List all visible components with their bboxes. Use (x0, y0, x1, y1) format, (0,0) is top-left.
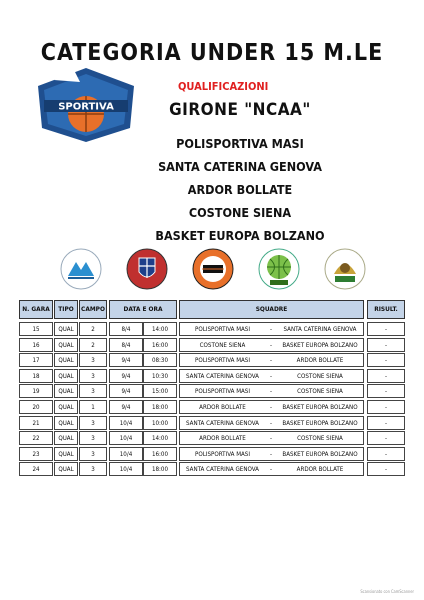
cell-ora: 16:00 (143, 447, 177, 461)
cell-gara: 23 (19, 447, 53, 461)
cell-home: POLISPORTIVA MASI (179, 384, 265, 398)
cell-gara: 20 (19, 400, 53, 414)
cell-campo: 3 (79, 369, 107, 383)
cell-risult: - (367, 462, 405, 476)
cell-sep: - (265, 338, 277, 352)
cell-tipo: QUAL (54, 431, 78, 445)
table-row (19, 416, 405, 430)
cell-home: ARDOR BOLLATE (179, 431, 265, 445)
cell-data: 9/4 (109, 369, 143, 383)
cell-away: SANTA CATERINA GENOVA (277, 322, 364, 336)
cell-data: 8/4 (109, 338, 143, 352)
cell-sep: - (265, 384, 277, 398)
cell-gara: 15 (19, 322, 53, 336)
cell-data: 10/4 (109, 416, 143, 430)
europa-bolzano-logo-icon (324, 248, 366, 290)
cell-home: SANTA CATERINA GENOVA (179, 416, 265, 430)
cell-ora: 14:00 (143, 322, 177, 336)
cell-campo: 3 (79, 447, 107, 461)
table-row (19, 447, 405, 461)
team-list (120, 134, 360, 249)
cell-ora: 10:00 (143, 416, 177, 430)
cell-home: ARDOR BOLLATE (179, 400, 265, 414)
cell-data: 10/4 (109, 431, 143, 445)
cell-away: BASKET EUROPA BOLZANO (277, 338, 364, 352)
cell-risult: - (367, 400, 405, 414)
cell-away: ARDOR BOLLATE (277, 462, 364, 476)
team-name: BASKET EUROPA BOLZANO (155, 228, 325, 243)
cell-gara: 16 (19, 338, 53, 352)
cell-sep: - (265, 353, 277, 367)
cell-campo: 2 (79, 338, 107, 352)
team-name: POLISPORTIVA MASI (176, 136, 304, 151)
santa-caterina-logo-icon (126, 248, 168, 290)
cell-sep: - (265, 447, 277, 461)
cell-away: COSTONE SIENA (277, 384, 364, 398)
cell-campo: 3 (79, 462, 107, 476)
cell-campo: 3 (79, 416, 107, 430)
cell-sep: - (265, 369, 277, 383)
subtitle: QUALIFICAZIONI (178, 80, 269, 93)
cell-away: ARDOR BOLLATE (277, 353, 364, 367)
cell-data: 10/4 (109, 462, 143, 476)
cell-home: SANTA CATERINA GENOVA (179, 369, 265, 383)
header-squadre: SQUADRE (179, 300, 364, 319)
cell-tipo: QUAL (54, 447, 78, 461)
cell-ora: 10:30 (143, 369, 177, 383)
cell-gara: 18 (19, 369, 53, 383)
table-row (19, 462, 405, 476)
cell-ora: 16:00 (143, 338, 177, 352)
ardor-bollate-logo-icon (192, 248, 234, 290)
cell-home: POLISPORTIVA MASI (179, 447, 265, 461)
cell-gara: 19 (19, 384, 53, 398)
cell-gara: 22 (19, 431, 53, 445)
cell-away: COSTONE SIENA (277, 431, 364, 445)
tournament-logo-icon (34, 66, 138, 144)
team-name: COSTONE SIENA (188, 205, 292, 220)
cell-campo: 3 (79, 384, 107, 398)
cell-tipo: QUAL (54, 353, 78, 367)
cell-ora: 14:00 (143, 431, 177, 445)
logo-text: SPORTIVA (58, 101, 114, 113)
table-row (19, 338, 405, 352)
header-campo: CAMPO (79, 300, 107, 319)
cell-sep: - (265, 400, 277, 414)
cell-away: COSTONE SIENA (277, 369, 364, 383)
table-row (19, 322, 405, 336)
cell-risult: - (367, 353, 405, 367)
cell-home: SANTA CATERINA GENOVA (179, 462, 265, 476)
team-logos (60, 248, 370, 292)
cell-data: 10/4 (109, 447, 143, 461)
cell-risult: - (367, 447, 405, 461)
cell-tipo: QUAL (54, 322, 78, 336)
header-data-ora: DATA E ORA (109, 300, 177, 319)
cell-away: BASKET EUROPA BOLZANO (277, 416, 364, 430)
cell-ora: 08:30 (143, 353, 177, 367)
cell-data: 9/4 (109, 384, 143, 398)
masi-logo-icon (60, 248, 102, 290)
cell-ora: 18:00 (143, 462, 177, 476)
cell-risult: - (367, 384, 405, 398)
cell-tipo: QUAL (54, 416, 78, 430)
girone-title: GIRONE "NCAA" (169, 100, 311, 120)
cell-gara: 17 (19, 353, 53, 367)
cell-ora: 15:00 (143, 384, 177, 398)
cell-risult: - (367, 322, 405, 336)
cell-tipo: QUAL (54, 338, 78, 352)
cell-risult: - (367, 416, 405, 430)
cell-campo: 2 (79, 322, 107, 336)
table-row (19, 369, 405, 383)
cell-campo: 1 (79, 400, 107, 414)
cell-data: 9/4 (109, 353, 143, 367)
cell-home: POLISPORTIVA MASI (179, 353, 265, 367)
cell-campo: 3 (79, 353, 107, 367)
cell-sep: - (265, 416, 277, 430)
cell-gara: 21 (19, 416, 53, 430)
cell-ora: 18:00 (143, 400, 177, 414)
cell-data: 9/4 (109, 400, 143, 414)
cell-data: 8/4 (109, 322, 143, 336)
cell-tipo: QUAL (54, 369, 78, 383)
table-row (19, 384, 405, 398)
cell-sep: - (265, 322, 277, 336)
cell-risult: - (367, 369, 405, 383)
cell-away: BASKET EUROPA BOLZANO (277, 400, 364, 414)
header-tipo: TIPO (54, 300, 78, 319)
team-name: SANTA CATERINA GENOVA (158, 159, 322, 174)
cell-gara: 24 (19, 462, 53, 476)
cell-away: BASKET EUROPA BOLZANO (277, 447, 364, 461)
table-row (19, 431, 405, 445)
cell-home: POLISPORTIVA MASI (179, 322, 265, 336)
footer-note: Scansionato con CamScanner (360, 589, 414, 594)
table-row (19, 353, 405, 367)
cell-sep: - (265, 462, 277, 476)
cell-home: COSTONE SIENA (179, 338, 265, 352)
header-risult: RISULT. (367, 300, 405, 319)
cell-tipo: QUAL (54, 384, 78, 398)
table-row (19, 400, 405, 414)
cell-sep: - (265, 431, 277, 445)
header-gara: N. GARA (19, 300, 53, 319)
cell-risult: - (367, 431, 405, 445)
costone-siena-logo-icon (258, 248, 300, 290)
cell-tipo: QUAL (54, 462, 78, 476)
team-name: ARDOR BOLLATE (187, 182, 293, 197)
cell-risult: - (367, 338, 405, 352)
cell-campo: 3 (79, 431, 107, 445)
cell-tipo: QUAL (54, 400, 78, 414)
page-title: CATEGORIA UNDER 15 M.LE (40, 40, 384, 66)
